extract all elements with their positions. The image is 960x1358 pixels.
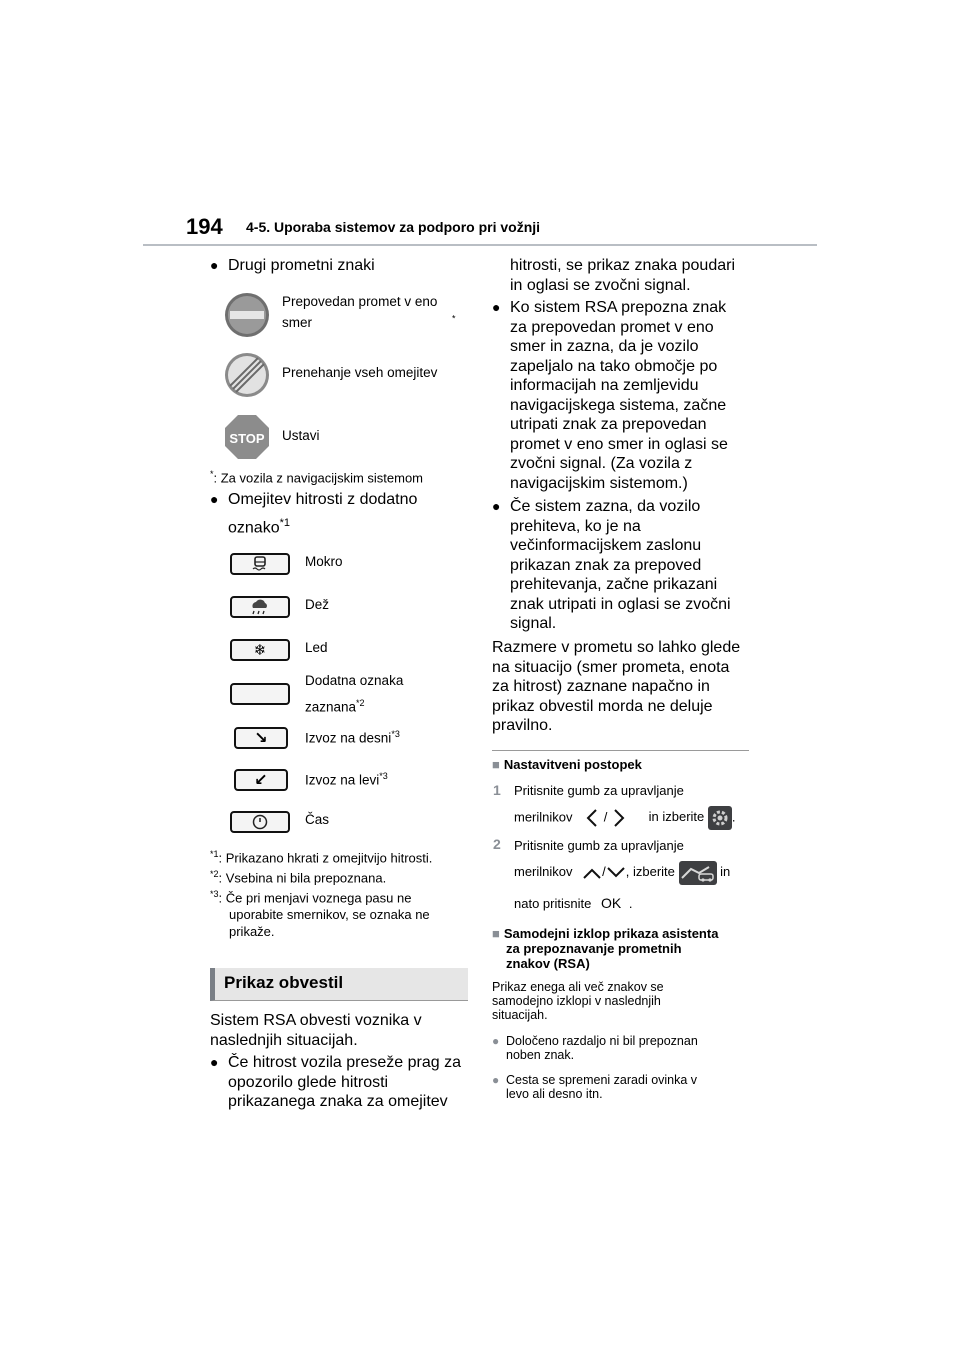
auto-off-heading-line: za prepoznavanje prometnih	[506, 941, 682, 956]
plate-label-wet: Mokro	[305, 554, 343, 569]
para-line: prikaz obvestil morda ne deluje	[492, 697, 713, 715]
bullet-overtaking	[510, 497, 731, 634]
speed-heading-line1: ● Omejitev hitrosti z dodatno	[228, 491, 418, 508]
auto-off-item-2	[506, 1073, 697, 1101]
rsa-car-icon	[679, 861, 717, 885]
footnote-star	[210, 469, 423, 485]
bullet3-line: prehitevanja, začne prikazani	[510, 576, 718, 593]
ice-plate-icon: ❄	[230, 639, 290, 661]
auto-off-item-1	[506, 1034, 698, 1062]
step2-mid: , izberite	[625, 864, 675, 879]
bullet2-line: navigacijskim sistemom.)	[510, 474, 688, 492]
auto-off-body-line: Prikaz enega ali več znakov se	[492, 980, 664, 994]
no-entry-label-text: Prepovedan promet v eno smer	[282, 294, 438, 330]
speed-signs-heading	[228, 490, 417, 537]
auto-off-heading-line: Samodejni izklop prikaza asistenta	[503, 926, 719, 941]
bullet2-line: ● Ko sistem RSA prepozna znak	[510, 299, 727, 316]
settings-heading-text: Nastavitveni postopek	[503, 757, 642, 772]
other-signs-heading: ● Drugi prometni znaki	[228, 256, 375, 276]
step2-slash: /	[602, 864, 606, 879]
bullet1-line: opozorilo glede hitrosti	[228, 1073, 389, 1091]
bullet1-line: ● Če hitrost vozila preseže prag za	[228, 1054, 461, 1071]
sign-label-no-entry	[282, 291, 456, 333]
intro-line: naslednjih situacijah.	[210, 1031, 358, 1049]
chevron-left-icon	[584, 808, 600, 828]
footnote-star-mark: *	[210, 469, 214, 479]
para-line: na situacijo (smer prometa, enota	[492, 658, 730, 676]
step1-end: .	[731, 809, 736, 825]
bullet2-line: za prepovedan promet v eno	[510, 318, 714, 336]
plate-label-time: Čas	[305, 812, 330, 827]
chevron-down-icon	[606, 866, 626, 880]
speed-heading-line2: oznako	[228, 518, 280, 536]
plate-label-additional	[305, 670, 403, 719]
bullet3-line: ● Če sistem zazna, da vozilo	[510, 498, 701, 515]
footnote-1	[210, 846, 472, 866]
footnote-3-text-2: uporabite smernikov, se oznaka ne	[229, 907, 430, 923]
chevron-up-icon	[582, 866, 602, 880]
step2-post: in	[720, 864, 731, 879]
footnote-2-text: : Vsebina ni bila prepoznana.	[218, 870, 387, 886]
exit-left-plate-icon: ↙	[234, 769, 288, 791]
bullet-speed-threshold	[228, 1053, 461, 1112]
para-line: pravilno.	[492, 717, 553, 734]
step1-line1: Pritisnite gumb za upravljanje	[514, 783, 684, 798]
plate-label-rain: Dež	[305, 597, 330, 612]
page-number: 194	[186, 214, 223, 239]
end-of-restrictions-sign-icon	[224, 352, 270, 398]
auto-off-body	[492, 980, 664, 1022]
sign-label-end-restrictions: Prenehanje vseh omejitev	[282, 365, 438, 380]
bullet1-line: prikazanega znaka za omejitev	[228, 1093, 448, 1110]
bullet2-line: smer in zazna, da je vozilo	[510, 338, 699, 355]
step1-number: 1	[493, 782, 501, 798]
plate-label-ice: Led	[305, 640, 328, 655]
blank-plate-icon	[230, 683, 290, 705]
no-entry-sign-icon	[224, 292, 270, 338]
plate-additional-line1: Dodatna oznaka	[305, 673, 404, 688]
bullet2-line: zapeljalo na tako območje po	[510, 357, 718, 375]
cont-line: hitrosti, se prikaz znaka poudari	[510, 257, 735, 274]
section-title: Prikaz obvestil	[224, 973, 344, 992]
auto-off-body-line: samodejno izklopi v naslednjih	[492, 994, 661, 1008]
bullet3-line: prikazan znak za prepoved	[510, 556, 702, 574]
step1-line2	[514, 806, 736, 830]
footnotes	[210, 846, 472, 940]
auto-off-heading: ■ Samodejni izklop prikaza asistenta za prepoznavanje prometnih znakov (RSA)	[492, 926, 719, 971]
exit-right-plate-icon: ↘	[234, 727, 288, 749]
settings-heading: ■ Nastavitveni postopek	[492, 757, 642, 772]
auto-off-body-line: situacijah.	[492, 1008, 548, 1022]
section-divider	[492, 750, 749, 751]
para-line: Razmere v prometu so lahko glede	[492, 639, 741, 656]
auto-off-heading-line: znakov (RSA)	[506, 956, 590, 971]
footnote-1-mark: *1	[210, 849, 219, 859]
auto-off-item-2-line: ● Cesta se spremeni zaradi ovinka v	[506, 1073, 698, 1087]
footnote-3-text-3: prikaže.	[229, 924, 275, 940]
bullet2-line: informacijah na zemljevidu	[510, 377, 699, 394]
plate-additional-line2: zaznana	[305, 699, 357, 715]
exit-left-text: Izvoz na levi	[305, 772, 380, 788]
auto-off-item-1-line: ● Določeno razdaljo ni bil prepoznan	[506, 1034, 698, 1048]
cont-line: in oglasi se zvočni signal.	[510, 276, 691, 294]
step2-line3	[514, 895, 632, 912]
intro-line: Sistem RSA obvesti voznika v	[210, 1012, 422, 1029]
footnote-2-mark: *2	[210, 869, 219, 879]
bullet-no-entry	[510, 298, 728, 493]
footnote-3	[210, 886, 472, 940]
step1-post: in izberite	[648, 809, 705, 825]
plate-additional-sup: *2	[356, 698, 365, 708]
bullet2-line: utripati znak za prepovedan	[510, 416, 707, 433]
stop-sign-icon	[224, 414, 270, 460]
exit-right-text: Izvoz na desni	[305, 730, 392, 746]
step2-line3-text: nato pritisnite	[514, 896, 592, 911]
bullet3-line: signal.	[510, 615, 557, 632]
auto-off-item-1-line: noben znak.	[506, 1048, 575, 1062]
step2-end: .	[628, 896, 633, 911]
exit-left-sup: *3	[379, 771, 388, 781]
bullet2-line: promet v eno smer in oglasi se	[510, 435, 728, 453]
bullet3-line: prehiteva, ko je na	[510, 517, 641, 535]
no-entry-sup: *	[452, 313, 456, 324]
plate-label-exit-left	[305, 768, 388, 789]
chapter-title: 4-5. Uporaba sistemov za podporo pri vožnji	[246, 219, 541, 235]
stop-sign-text: STOP	[229, 431, 265, 446]
exit-right-sup: *3	[391, 729, 400, 739]
step2-line1: Pritisnite gumb za upravljanje	[514, 838, 684, 853]
bullet2-line: navigacijskega sistema, začne	[510, 396, 727, 414]
step2-number: 2	[493, 836, 501, 852]
sign-label-stop: Ustavi	[282, 428, 320, 443]
bullet3-line: znak utripati in oglasi se zvočni	[510, 595, 731, 613]
bullet1-continuation	[510, 256, 735, 295]
step2-line2	[514, 860, 730, 885]
rain-plate-icon	[230, 596, 290, 618]
ok-button-icon: OK	[600, 895, 622, 911]
bullet2-line: zvočni signal. (Za vozila z	[510, 455, 693, 472]
footnote-3-mark: *3	[210, 889, 219, 899]
step1-slash: /	[603, 809, 608, 825]
footnote-3-text-1: : Če pri menjavi voznega pasu ne	[218, 890, 412, 906]
step2-pre: merilnikov	[514, 864, 573, 879]
wet-road-plate-icon	[230, 553, 290, 575]
intro-paragraph	[210, 1011, 422, 1050]
header-rule	[143, 244, 817, 246]
step1-pre: merilnikov	[514, 809, 573, 825]
gear-icon	[708, 806, 732, 830]
footnote-2	[210, 866, 472, 886]
section-title-bar	[210, 968, 468, 1001]
auto-off-item-2-line: levo ali desno itn.	[506, 1087, 603, 1101]
conditions-paragraph	[492, 638, 740, 736]
plate-label-exit-right	[305, 726, 400, 747]
chevron-right-icon	[611, 808, 627, 828]
footnote-star-text: : Za vozila z navigacijskim sistemom	[213, 470, 424, 486]
speed-heading-sup: *1	[279, 516, 290, 529]
footnote-1-text: : Prikazano hkrati z omejitvijo hitrosti.	[218, 850, 433, 866]
bullet3-line: večinformacijskem zaslonu	[510, 537, 702, 554]
clock-plate-icon	[230, 811, 290, 833]
para-line: za hitrost) zaznane napačno in	[492, 678, 710, 695]
